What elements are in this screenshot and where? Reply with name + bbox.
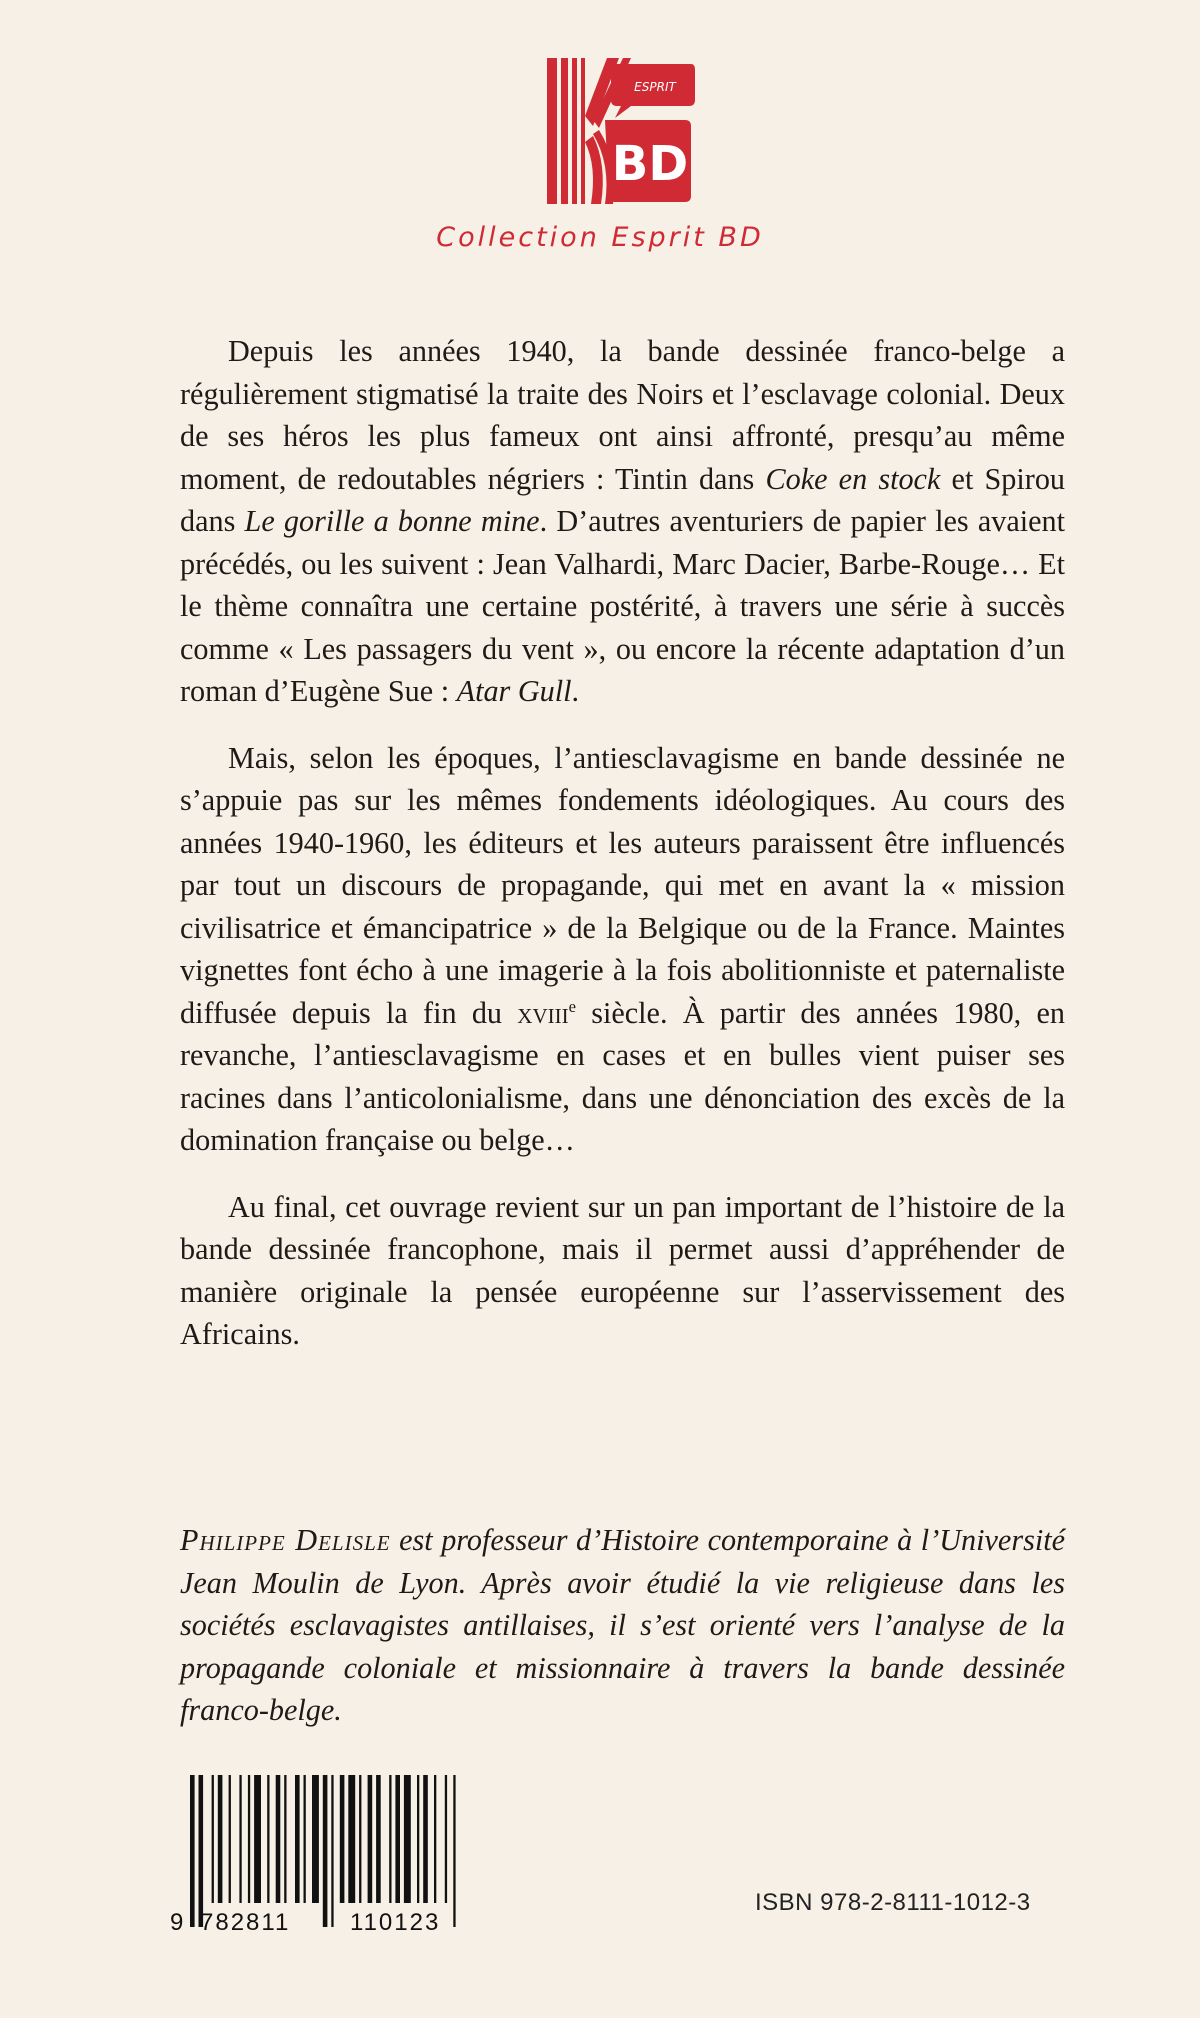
paragraph-2 <box>180 737 1065 1162</box>
logo-small-text: ESPRIT <box>634 80 676 94</box>
barcode-bar <box>304 1775 306 1903</box>
barcode-lead-digit: 9 <box>170 1909 184 1935</box>
esprit-bd-logo <box>545 56 695 206</box>
barcode-bar <box>218 1775 223 1903</box>
p1-text-e: . D’autres aventuriers de papier les avaient précédés, ou les suivent : Jean Valhardi, Marc Dacier, Barbe-Rouge… Et le thème connaîtra une certaine postérité, à travers une série à succès comme « Les passagers du vent », ou encore la récente adaptation d’un roman d’Eugène Sue : <box>180 504 1065 708</box>
barcode-bar <box>239 1775 241 1903</box>
barcode-bar <box>323 1775 328 1927</box>
author-bio <box>180 1519 1065 1732</box>
logo-big-text: BD <box>611 136 689 192</box>
barcode-bar <box>229 1775 231 1903</box>
century-numeral: xviii <box>517 995 569 1030</box>
barcode-bar <box>331 1775 333 1927</box>
barcode-bar <box>267 1775 269 1903</box>
title-atar-gull: Atar Gull <box>456 674 572 708</box>
barcode-bar <box>340 1775 345 1903</box>
barcode-bar <box>376 1775 381 1903</box>
back-cover-text <box>180 330 1065 1380</box>
title-le-gorille: Le gorille a bonne mine <box>244 504 540 538</box>
century-superscript: e <box>568 996 576 1016</box>
author-bio-text: est professeur d’Histoire contemporaine à l’Université Jean Moulin de Lyon. Après avoir étudié la vie religieuse dans les sociétés esclavagistes antillaises, il s’est orienté vers l’analyse de la propagande coloniale et missionnaire à travers la bande dessinée franco-belge. <box>180 1523 1065 1727</box>
paragraph-1 <box>180 330 1065 713</box>
barcode-bar <box>295 1775 300 1903</box>
paragraph-3: Au final, cet ouvrage revient sur un pan important de l’histoire de la bande dessinée francophone, mais il permet aussi d’appréhender de manière originale la pensée européenne sur l’asservissement des Africains. <box>180 1189 1065 1351</box>
barcode-bar <box>395 1775 400 1903</box>
p1-text-g: . <box>571 674 580 708</box>
isbn-label: ISBN 978-2-8111-1012-3 <box>755 1889 1031 1916</box>
collection-label: Collection Esprit BD <box>436 222 764 253</box>
barcode-bar <box>212 1775 214 1903</box>
barcode-bar <box>348 1775 355 1903</box>
barcode-bar <box>284 1775 286 1903</box>
barcode-bar <box>312 1775 319 1903</box>
p2-text-a: Mais, selon les époques, l’antiesclavagisme en bande dessinée ne s’appuie pas sur les mêmes fondements idéologiques. Au cours des années 1940-1960, les éditeurs et les auteurs paraissent être influencés par tout un discours de propagande, qui met en avant la « mission civilisatrice et émancipatrice » de la Belgique ou de la France. Maintes vignettes font écho à une imagerie à la fois abolitionniste et paternaliste diffusée depuis la fin du <box>180 740 1065 1030</box>
barcode-bar <box>417 1775 419 1903</box>
barcode-bar <box>199 1775 204 1927</box>
p2-text-b: siècle. À partir des années 1980, en revanche, l’antiesclavagisme en cases et en bulles vient puiser ses racines dans l’anticolonialisme, dans une dénonciation des excès de la domination française ou belge… <box>180 995 1065 1157</box>
barcode-bar <box>359 1775 361 1903</box>
barcode-bar <box>368 1775 373 1903</box>
barcode-bar <box>434 1775 436 1903</box>
title-coke-en-stock: Coke en stock <box>765 461 941 496</box>
barcode-bar <box>453 1775 455 1927</box>
barcode-bar <box>389 1775 391 1903</box>
barcode <box>168 1775 508 1935</box>
barcode-bar <box>190 1775 195 1927</box>
barcode-bar <box>404 1775 411 1903</box>
barcode-bar <box>445 1775 447 1903</box>
barcode-bar <box>276 1775 281 1903</box>
p1-text-c: et Spirou dans <box>180 461 1066 538</box>
barcode-bar <box>423 1775 428 1903</box>
barcode-bar <box>254 1775 261 1903</box>
barcode-right-digits: 110123 <box>350 1909 441 1935</box>
author-name: Philippe Delisle <box>180 1523 391 1557</box>
p1-text-a: Depuis les années 1940, la bande dessinée franco-belge a régulièrement stigmatisé la traite des Noirs et l’esclavage colonial. Deux de ses héros les plus fameux ont ainsi affronté, presqu’au même moment, de redoutables négriers : Tintin dans <box>180 334 1065 496</box>
barcode-left-digits: 782811 <box>200 1909 291 1935</box>
barcode-bar <box>248 1775 250 1903</box>
